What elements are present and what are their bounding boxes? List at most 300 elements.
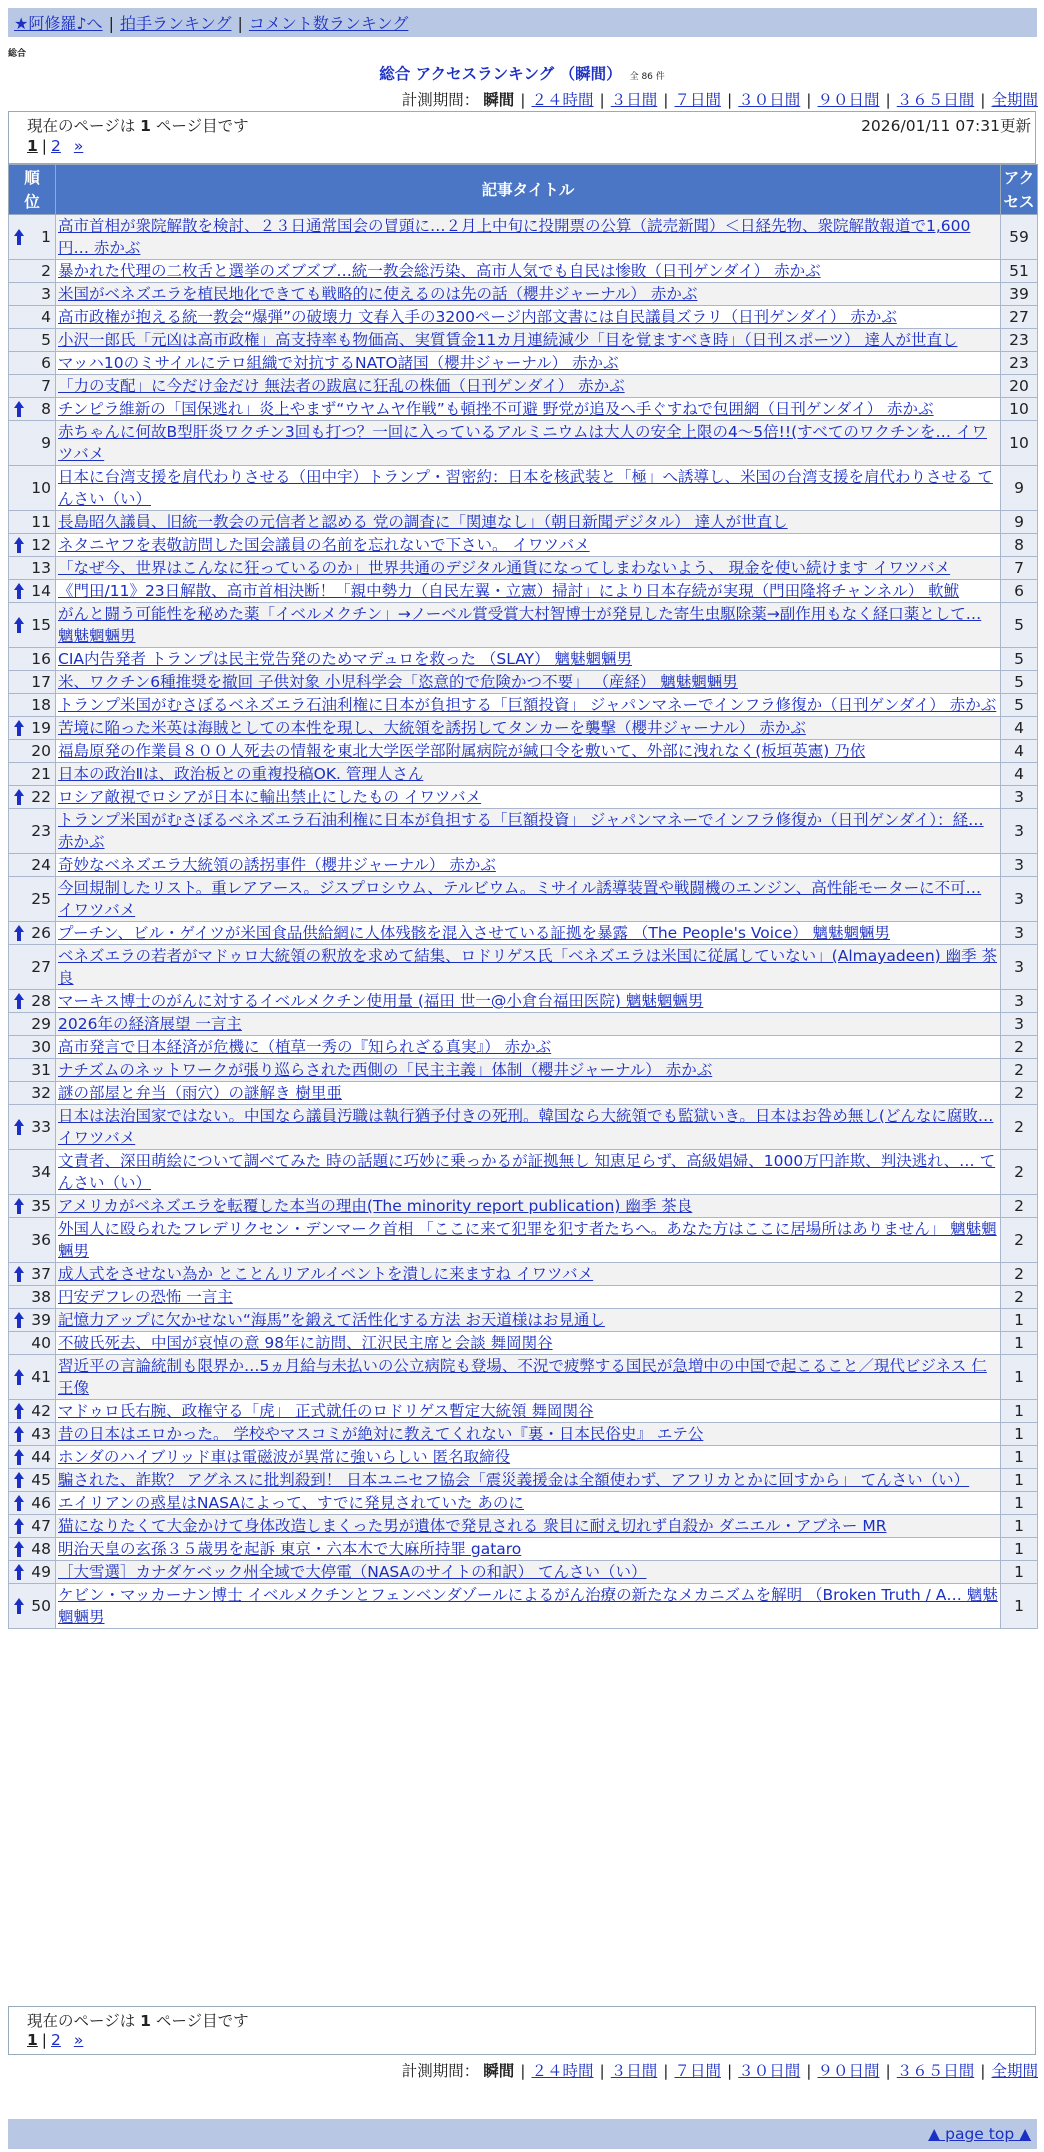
article-title-link[interactable]: 赤ちゃんに何故B型肝炎ワクチン3回も打つ？一回に入っているアルミニウムは大人の安全上限の4～5倍!!(すべてのワクチンを… イワツバメ — [58, 423, 987, 463]
article-title-link[interactable]: ナチズムのネットワークが張り巡らされた西側の「民主主義」体制（櫻井ジャーナル） 赤かぶ — [58, 1061, 713, 1079]
article-title-link[interactable]: 習近平の言論統制も限界か…5ヵ月給与未払いの公立病院も登場、不況で疲弊する国民が急増中の中国で起こること／現代ビジネス 仁王像 — [58, 1357, 987, 1397]
access-count: 2 — [1001, 1218, 1038, 1263]
article-title-link[interactable]: 日本は法治国家ではない。中国なら議員汚職は執行猶予付きの死刑。韓国なら大統領でも監獄いき。日本はお咎め無し(どんなに腐敗… イワツバメ — [58, 1107, 994, 1147]
access-count: 2 — [1001, 1082, 1038, 1105]
article-title-link[interactable]: 暴かれた代理の二枚舌と選挙のズブズブ…統一教会総汚染、高市人気でも自民は惨敗（日刊ゲンダイ） 赤かぶ — [58, 262, 821, 280]
table-row — [9, 557, 1038, 580]
article-title-link[interactable]: マーキス博士のがんに対するイベルメクチン使用量 (福田 世一@小倉台福田医院) 魑魅魍魎男 — [58, 992, 704, 1010]
period-separator: | — [727, 91, 733, 109]
table-row — [9, 1309, 1038, 1332]
period-90d[interactable]: ９０日間 — [817, 2062, 880, 2080]
period-separator: | — [806, 91, 812, 109]
article-title-link[interactable]: がんと闘う可能性を秘めた薬「イベルメクチン」→ノーベル賞受賞大村智博士が発見した寄生虫駆除薬→副作用もなく経口薬として… 魑魅魍魎男 — [58, 605, 982, 645]
table-row — [9, 1561, 1038, 1584]
page-navigation — [27, 2031, 83, 2049]
footer-bar — [8, 2119, 1037, 2149]
period-separator: | — [980, 2062, 986, 2080]
rank-number: 38 — [31, 1288, 51, 1306]
article-title-link[interactable]: ロシア敵視でロシアが日本に輸出禁止にしたもの イワツバメ — [58, 788, 482, 806]
period-24h[interactable]: ２４時間 — [531, 2062, 594, 2080]
period-30d[interactable]: ３０日間 — [738, 2062, 801, 2080]
access-count: 39 — [1001, 283, 1038, 306]
period-label: 計測期間： — [401, 91, 480, 109]
period-7d[interactable]: ７日間 — [674, 91, 721, 109]
rank-cell — [9, 648, 56, 671]
title-cell — [56, 671, 1001, 694]
access-count: 23 — [1001, 329, 1038, 352]
article-title-link[interactable]: トランプ米国がむさぼるベネズエラ石油利権に日本が負担する「巨額投資」 ジャパンマネーでインフラ修復か（日刊ゲンダイ）：経… 赤かぶ — [58, 811, 984, 851]
article-title-link[interactable]: マドゥロ氏右腕、政権守る「虎」 正式就任のロドリゲス暫定大統領 舞岡関谷 — [58, 1402, 594, 1420]
access-count: 8 — [1001, 534, 1038, 557]
period-30d[interactable]: ３０日間 — [738, 91, 801, 109]
article-title-link[interactable]: 苦境に陥った米英は海賊としての本性を現し、大統領を誘拐してタンカーを襲撃（櫻井ジャーナル） 赤かぶ — [58, 719, 806, 737]
article-title-link[interactable]: 《門田/11》23日解散、高市首相決断！「親中勢力（自民左翼・立憲）掃討」により日本存続が実現（門田隆将チャンネル） 軟鮲 — [58, 582, 960, 600]
table-row — [9, 671, 1038, 694]
table-row — [9, 740, 1038, 763]
article-title-link[interactable]: 「力の支配」に今だけ金だけ 無法者の跋扈に狂乱の株価（日刊ゲンダイ） 赤かぶ — [58, 377, 625, 395]
article-title-link[interactable]: プーチン、ビル・ゲイツが米国食品供給網に人体残骸を混入させている証拠を暴露 （The People's Voice） 魑魅魍魎男 — [58, 924, 891, 942]
page-separator: | — [41, 137, 48, 155]
title-cell — [56, 1515, 1001, 1538]
rank-cell — [9, 1515, 56, 1538]
period-label: 計測期間： — [401, 2062, 480, 2080]
title-cell — [56, 1059, 1001, 1082]
home-link[interactable]: ★阿修羅♪へ — [14, 14, 103, 33]
table-header-row — [9, 165, 1038, 215]
title-cell — [56, 648, 1001, 671]
table-row — [9, 717, 1038, 740]
table-row — [9, 1013, 1038, 1036]
table-row — [9, 398, 1038, 421]
article-title-link[interactable]: 2026年の経済展望 一言主 — [58, 1015, 242, 1033]
column-header-title: 記事タイトル — [56, 165, 1001, 215]
article-title-link[interactable]: エイリアンの惑星はNASAによって、すでに発見されていた あのに — [58, 1494, 524, 1512]
article-title-link[interactable]: 今回規制したリスト。重レアアース。ジスプロシウム、テルビウム。ミサイル誘導装置や戦闘機のエンジン、高性能モーターに不可… イワツバメ — [58, 879, 982, 919]
access-count: 1 — [1001, 1309, 1038, 1332]
access-count: 3 — [1001, 854, 1038, 877]
access-count: 2 — [1001, 1263, 1038, 1286]
rank-cell — [9, 1469, 56, 1492]
access-count: 10 — [1001, 398, 1038, 421]
article-title-link[interactable]: 文責者、深田萌絵について調べてみた 時の話題に巧妙に乗っかるが証拠無し 知恵足らず、高級娼婦、1000万円詐欺、判決逃れ、… てんさい（い） — [58, 1152, 996, 1192]
article-title-link[interactable]: 謎の部屋と弁当（雨穴）の謎解き 樹里亜 — [58, 1084, 342, 1102]
article-title-link[interactable]: 猫になりたくて大金かけて身体改造しまくった男が遺体で発見される 衆目に耐え切れず自殺か ダニエル・アブネー MR — [58, 1517, 887, 1535]
period-3d[interactable]: ３日間 — [610, 2062, 658, 2080]
rank-cell — [9, 1195, 56, 1218]
table-row — [9, 1036, 1038, 1059]
article-title-link[interactable]: 長島昭久議員、旧統一教会の元信者と認める 党の調査に「関連なし」（朝日新聞デジタル） 達人が世直し — [58, 513, 788, 531]
rank-number: 8 — [41, 400, 51, 418]
title-cell — [56, 1538, 1001, 1561]
period-all[interactable]: 全期間 — [991, 91, 1038, 109]
table-row — [9, 1423, 1038, 1446]
rank-number: 42 — [31, 1402, 51, 1420]
title-cell — [56, 1263, 1001, 1286]
title-cell — [56, 1195, 1001, 1218]
title-cell — [56, 1584, 1001, 1629]
title-cell — [56, 922, 1001, 945]
rank-number: 41 — [31, 1368, 51, 1386]
rank-cell — [9, 580, 56, 603]
period-separator: | — [806, 2062, 812, 2080]
rank-number: 47 — [31, 1517, 51, 1535]
access-count: 3 — [1001, 990, 1038, 1013]
up-arrow-icon — [13, 582, 25, 600]
rank-cell — [9, 466, 56, 511]
table-row — [9, 1332, 1038, 1355]
rank-cell — [9, 1400, 56, 1423]
comment-ranking-link[interactable]: コメント数ランキング — [248, 14, 409, 33]
rank-number: 39 — [31, 1311, 51, 1329]
period-365d[interactable]: ３６５日間 — [896, 91, 975, 109]
title-cell — [56, 1446, 1001, 1469]
page-status-number: 1 — [140, 117, 151, 135]
table-row — [9, 809, 1038, 854]
table-row — [9, 990, 1038, 1013]
article-title-link[interactable]: 日本の政治Ⅱは、政治板との重複投稿OK. 管理人さん — [58, 765, 424, 783]
rank-number: 1 — [41, 228, 51, 246]
article-title-link[interactable]: CIA内告発者 トランプは民主党告発のためマデュロを救った （SLAY） 魑魅魍魎男 — [58, 650, 633, 668]
access-count: 1 — [1001, 1584, 1038, 1629]
pager-box-bottom — [8, 2006, 1036, 2055]
title-cell — [56, 603, 1001, 648]
rank-number: 48 — [31, 1540, 51, 1558]
period-separator: | — [980, 91, 986, 109]
rank-cell — [9, 375, 56, 398]
access-count: 23 — [1001, 352, 1038, 375]
table-row — [9, 922, 1038, 945]
title-cell — [56, 854, 1001, 877]
access-count: 1 — [1001, 1332, 1038, 1355]
page-heading — [0, 62, 1044, 84]
rank-number: 7 — [41, 377, 51, 395]
rank-cell — [9, 945, 56, 990]
rank-number: 35 — [31, 1197, 51, 1215]
page-2-link[interactable]: 2 — [51, 2031, 61, 2049]
page-status-prefix: 現在のページは — [27, 117, 136, 135]
article-title-link[interactable]: ホンダのハイブリッド車は電磁波が異常に強いらしい 匿名取締役 — [58, 1448, 511, 1466]
up-arrow-icon — [13, 616, 25, 634]
table-row — [9, 534, 1038, 557]
title-cell — [56, 877, 1001, 922]
article-title-link[interactable]: マッハ10のミサイルにテロ組織で対抗するNATO諸国（櫻井ジャーナル） 赤かぶ — [58, 354, 619, 372]
title-cell — [56, 1469, 1001, 1492]
access-count: 5 — [1001, 603, 1038, 648]
article-title-link[interactable]: 不破氏死去、中国が哀悼の意 98年に訪問、江沢民主席と会談 舞岡関谷 — [58, 1334, 553, 1352]
rank-number: 46 — [31, 1494, 51, 1512]
rank-cell — [9, 398, 56, 421]
period-separator: | — [663, 91, 669, 109]
title-cell — [56, 763, 1001, 786]
rank-cell — [9, 306, 56, 329]
up-arrow-icon — [13, 924, 25, 942]
top-nav-bar — [8, 8, 1037, 37]
access-count: 1 — [1001, 1469, 1038, 1492]
table-row — [9, 352, 1038, 375]
rank-number: 14 — [31, 582, 51, 600]
article-title-link[interactable]: チンピラ維新の「国保逃れ」炎上やまず“ウヤムヤ作戦”も頓挫不可避 野党が追及へ手ぐすねで包囲網（日刊ゲンダイ） 赤かぶ — [58, 400, 934, 418]
rank-cell — [9, 1355, 56, 1400]
period-selector-bottom — [402, 2059, 1038, 2081]
title-cell — [56, 557, 1001, 580]
up-arrow-icon — [13, 400, 25, 418]
column-header-access: アクセス — [1001, 165, 1038, 215]
table-row — [9, 283, 1038, 306]
article-title-link[interactable]: 米、ワクチン6種推奨を撤回 子供対象 小児科学会「恣意的で危険かつ不要」 （産経） 魑魅魍魎男 — [58, 673, 738, 691]
rank-number: 22 — [31, 788, 51, 806]
up-arrow-icon — [13, 1425, 25, 1443]
period-separator: | — [885, 91, 891, 109]
article-title-link[interactable]: ベネズエラの若者がマドゥロ大統領の釈放を求めて結集、ロドリゲス氏「ベネズエラは米国に従属していない」(Almayadeen) 幽季 茶良 — [58, 947, 998, 987]
rank-number: 11 — [31, 513, 51, 531]
page-status — [27, 2009, 249, 2031]
article-title-link[interactable]: 米国がベネズエラを植民地化できても戦略的に使えるのは先の話（櫻井ジャーナル） 赤かぶ — [58, 285, 698, 303]
rank-cell — [9, 671, 56, 694]
next-page-link[interactable]: » — [73, 137, 84, 155]
title-cell — [56, 740, 1001, 763]
period-current: 瞬間 — [483, 2062, 515, 2080]
page-status-number: 1 — [140, 2012, 151, 2030]
up-arrow-icon — [13, 788, 25, 806]
rank-cell — [9, 1105, 56, 1150]
table-row — [9, 1584, 1038, 1629]
period-90d[interactable]: ９０日間 — [817, 91, 880, 109]
article-title-link[interactable]: 高市首相が衆院解散を検討、２３日通常国会の冒頭に…２月上中旬に投開票の公算（読売新聞）＜日経先物、衆院解散報道で1,600円… 赤かぶ — [58, 217, 971, 257]
title-cell — [56, 1355, 1001, 1400]
article-title-link[interactable]: 小沢一郎氏「元凶は高市政権」高支持率も物価高、実質賃金11カ月連続減少「目を覚ますべき時」（日刊スポーツ） 達人が世直し — [58, 331, 958, 349]
rank-cell — [9, 1332, 56, 1355]
table-row — [9, 1150, 1038, 1195]
up-arrow-icon — [13, 1311, 25, 1329]
article-title-link[interactable]: 成人式をさせない為か とことんリアルイベントを潰しに来ますね イワツバメ — [58, 1265, 594, 1283]
period-separator: | — [599, 91, 605, 109]
access-count: 9 — [1001, 511, 1038, 534]
rank-number: 33 — [31, 1118, 51, 1136]
rank-cell — [9, 786, 56, 809]
period-all[interactable]: 全期間 — [991, 2062, 1038, 2080]
access-count: 2 — [1001, 1150, 1038, 1195]
rank-number: 50 — [31, 1597, 51, 1615]
access-count: 4 — [1001, 717, 1038, 740]
rank-number: 28 — [31, 992, 51, 1010]
up-arrow-icon — [13, 1265, 25, 1283]
rank-cell — [9, 1584, 56, 1629]
rank-number: 34 — [31, 1163, 51, 1181]
rank-cell — [9, 809, 56, 854]
pager-box-top — [8, 111, 1036, 164]
table-row — [9, 694, 1038, 717]
article-title-link[interactable]: 奇妙なベネズエラ大統領の誘拐事件（櫻井ジャーナル） 赤かぶ — [58, 856, 496, 874]
rank-cell — [9, 329, 56, 352]
article-title-link[interactable]: アメリカがベネズエラを転覆した本当の理由(The minority report publication) 幽季 茶良 — [58, 1197, 693, 1215]
period-current: 瞬間 — [483, 91, 515, 109]
rank-number: 43 — [31, 1425, 51, 1443]
article-title-link[interactable]: 福島原発の作業員８００人死去の情報を東北大学医学部附属病院が緘口令を敷いて、外部に洩れなく(板垣英憲) 乃依 — [58, 742, 866, 760]
article-title-link[interactable]: 記憶力アップに欠かせない“海馬”を鍛えて活性化する方法 お天道様はお見通し — [58, 1311, 605, 1329]
access-count: 1 — [1001, 1355, 1038, 1400]
table-row — [9, 1263, 1038, 1286]
title-cell — [56, 1150, 1001, 1195]
article-title-link[interactable]: ネタニヤフを表敬訪問した国会議員の名前を忘れないで下さい。 イワツバメ — [58, 536, 590, 554]
article-title-link[interactable]: 円安デフレの恐怖 一言主 — [58, 1288, 233, 1306]
table-row — [9, 1286, 1038, 1309]
access-count: 1 — [1001, 1492, 1038, 1515]
rank-cell — [9, 1082, 56, 1105]
article-title-link[interactable]: 騙された、詐欺？ アグネスに批判殺到！ 日本ユニセフ協会「震災義援金は全額使わず、アフリカとかに回すから」 てんさい（い） — [58, 1471, 970, 1489]
article-title-link[interactable]: ［大雪選］カナダケベック州全域で大停電（NASAのサイトの和訳） てんさい（い） — [58, 1563, 647, 1581]
rank-cell — [9, 1446, 56, 1469]
rank-cell — [9, 922, 56, 945]
access-count: 7 — [1001, 557, 1038, 580]
period-separator: | — [520, 91, 526, 109]
rank-cell — [9, 763, 56, 786]
rank-cell — [9, 421, 56, 466]
table-row — [9, 375, 1038, 398]
rank-number: 13 — [31, 559, 51, 577]
access-count: 1 — [1001, 1561, 1038, 1584]
title-cell — [56, 511, 1001, 534]
access-count: 4 — [1001, 763, 1038, 786]
rank-cell — [9, 511, 56, 534]
rank-number: 12 — [31, 536, 51, 554]
up-arrow-icon — [13, 1118, 25, 1136]
rank-number: 6 — [41, 354, 51, 372]
period-24h[interactable]: ２４時間 — [531, 91, 594, 109]
applause-ranking-link[interactable]: 拍手ランキング — [119, 14, 232, 33]
table-row — [9, 511, 1038, 534]
up-arrow-icon — [13, 1563, 25, 1581]
rank-cell — [9, 1423, 56, 1446]
access-count: 59 — [1001, 215, 1038, 260]
up-arrow-icon — [13, 228, 25, 246]
page-2-link[interactable]: 2 — [51, 137, 61, 155]
table-row — [9, 1538, 1038, 1561]
nav-separator: | — [237, 14, 243, 33]
rank-cell — [9, 352, 56, 375]
table-row — [9, 1218, 1038, 1263]
period-365d[interactable]: ３６５日間 — [896, 2062, 975, 2080]
article-title-link[interactable]: トランプ米国がむさぼるベネズエラ石油利権に日本が負担する「巨額投資」 ジャパンマネーでインフラ修復か（日刊ゲンダイ） 赤かぶ — [58, 696, 997, 714]
article-title-link[interactable]: ケビン・マッカーナン博士 イベルメクチンとフェンベンダゾールによるがん治療の新たなメカニズムを解明 （Broken Truth / A… 魑魅魍魎男 — [58, 1586, 998, 1626]
rank-cell — [9, 877, 56, 922]
up-arrow-icon — [13, 536, 25, 554]
access-count: 2 — [1001, 1195, 1038, 1218]
article-title-link[interactable]: 明治天皇の玄孫３５歳男を起訴 東京・六本木で大麻所持罪 gataro — [58, 1540, 522, 1558]
rank-number: 15 — [31, 616, 51, 634]
page-status-suffix: ページ目です — [155, 117, 249, 135]
title-cell — [56, 329, 1001, 352]
rank-number: 44 — [31, 1448, 51, 1466]
rank-number: 2 — [41, 262, 51, 280]
rank-number: 40 — [31, 1334, 51, 1352]
access-count: 2 — [1001, 1036, 1038, 1059]
page-top-link[interactable]: ▲ page top ▲ — [928, 2125, 1031, 2143]
rank-cell — [9, 1059, 56, 1082]
rank-number: 36 — [31, 1231, 51, 1249]
rank-cell — [9, 260, 56, 283]
ranking-table — [8, 164, 1038, 1629]
access-count: 2 — [1001, 1059, 1038, 1082]
rank-cell — [9, 603, 56, 648]
page-separator: | — [41, 2031, 48, 2049]
rank-cell — [9, 1036, 56, 1059]
title-cell — [56, 1105, 1001, 1150]
rank-cell — [9, 1492, 56, 1515]
access-count: 5 — [1001, 671, 1038, 694]
table-row — [9, 421, 1038, 466]
title-cell — [56, 1036, 1001, 1059]
rank-cell — [9, 283, 56, 306]
title-cell — [56, 1332, 1001, 1355]
table-row — [9, 603, 1038, 648]
rank-number: 10 — [31, 479, 51, 497]
access-count: 3 — [1001, 922, 1038, 945]
access-count: 3 — [1001, 1013, 1038, 1036]
next-page-link[interactable]: » — [73, 2031, 84, 2049]
page-status-suffix: ページ目です — [155, 2012, 249, 2030]
rank-number: 20 — [31, 742, 51, 760]
rank-cell — [9, 215, 56, 260]
period-separator: | — [520, 2062, 526, 2080]
title-cell — [56, 786, 1001, 809]
access-count: 10 — [1001, 421, 1038, 466]
updated-timestamp: 2026/01/11 07:31更新 — [861, 117, 1031, 135]
title-cell — [56, 306, 1001, 329]
table-row — [9, 1446, 1038, 1469]
access-count: 3 — [1001, 809, 1038, 854]
rank-cell — [9, 1013, 56, 1036]
period-7d[interactable]: ７日間 — [674, 2062, 721, 2080]
table-row — [9, 1492, 1038, 1515]
table-row — [9, 1515, 1038, 1538]
article-title-link[interactable]: 昔の日本はエロかった。 学校やマスコミが絶対に教えてくれない『裏・日本民俗史』 エテ公 — [58, 1425, 704, 1443]
title-cell — [56, 1423, 1001, 1446]
access-count: 3 — [1001, 945, 1038, 990]
nav-separator: | — [108, 14, 114, 33]
rank-number: 30 — [31, 1038, 51, 1056]
rank-cell — [9, 1263, 56, 1286]
rank-cell — [9, 854, 56, 877]
title-cell — [56, 1309, 1001, 1332]
up-arrow-icon — [13, 1197, 25, 1215]
rank-number: 4 — [41, 308, 51, 326]
table-row — [9, 1059, 1038, 1082]
rank-number: 31 — [31, 1061, 51, 1079]
page-status-prefix: 現在のページは — [27, 2012, 136, 2030]
article-title-link[interactable]: 「なぜ今、世界はこんなに狂っているのか」世界共通のデジタル通貨になってしまわないよう、 現金を使い続けます イワツバメ — [58, 559, 951, 577]
rank-cell — [9, 1150, 56, 1195]
table-row — [9, 580, 1038, 603]
article-title-link[interactable]: 外国人に殴られたフレデリクセン・デンマーク首相 「ここに来て犯罪を犯す者たちへ。あなた方はここに居場所はありません」 魑魅魍魎男 — [58, 1220, 997, 1260]
article-title-link[interactable]: 高市発言で日本経済が危機に（植草一秀の『知られざる真実』） 赤かぶ — [58, 1038, 552, 1056]
title-cell — [56, 694, 1001, 717]
table-row — [9, 1082, 1038, 1105]
table-row — [9, 215, 1038, 260]
rank-cell — [9, 1561, 56, 1584]
period-separator: | — [599, 2062, 605, 2080]
rank-number: 49 — [31, 1563, 51, 1581]
table-row — [9, 466, 1038, 511]
period-3d[interactable]: ３日間 — [610, 91, 658, 109]
page-title: 総合 アクセスランキング （瞬間） — [379, 65, 622, 83]
up-arrow-icon — [13, 1540, 25, 1558]
access-count: 4 — [1001, 740, 1038, 763]
access-count: 2 — [1001, 1105, 1038, 1150]
article-title-link[interactable]: 高市政権が抱える統一教会“爆弾”の破壊力 文春入手の3200ページ内部文書には自民議員ズラリ（日刊ゲンダイ） 赤かぶ — [58, 308, 897, 326]
title-cell — [56, 421, 1001, 466]
article-title-link[interactable]: 日本に台湾支援を肩代わりさせる（田中宇）トランプ・習密約：日本を核武装と「極」へ誘導し、米国の台湾支援を肩代わりさせる てんさい（い） — [58, 468, 993, 508]
title-cell — [56, 215, 1001, 260]
